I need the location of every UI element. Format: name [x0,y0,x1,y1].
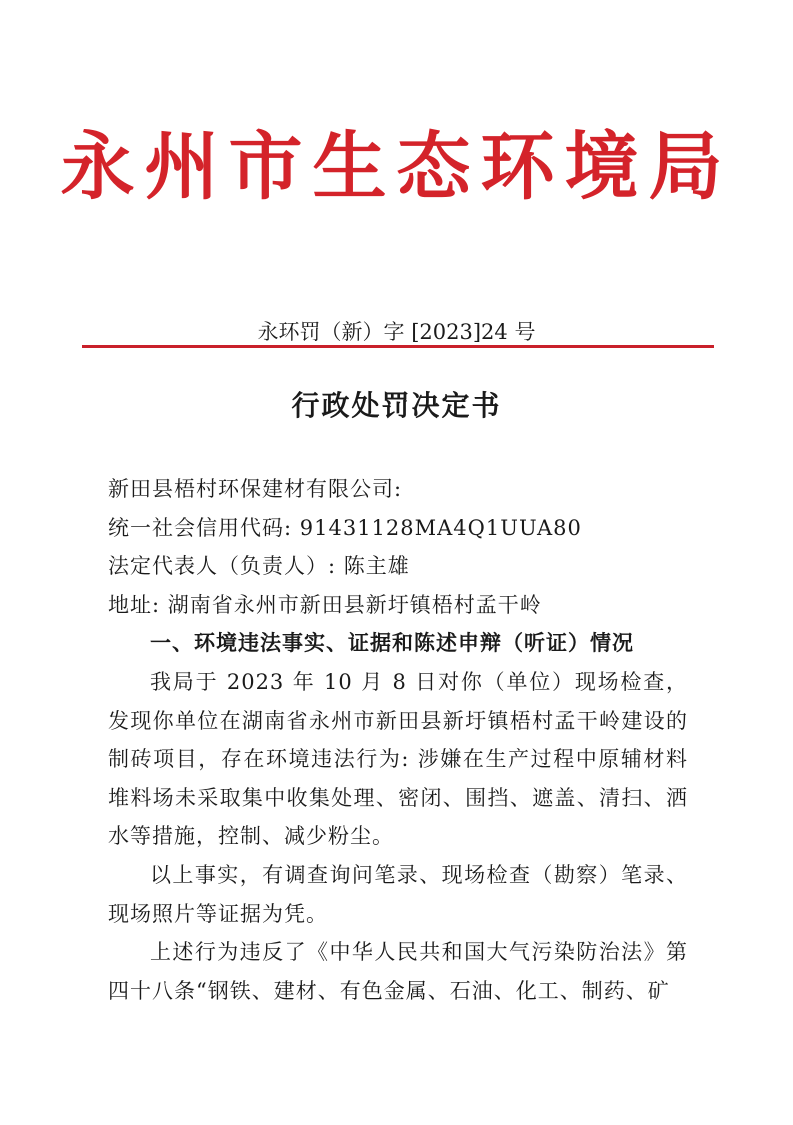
recipient-legal-representative: 法定代表人（负责人）: 陈主雄 [108,554,410,579]
document-number: 永环罚（新）字 [2023]24 号 [257,320,536,344]
red-divider-rule [82,345,714,348]
recipient-credit-code: 统一社会信用代码: 91431128MA4Q1UUA80 [108,515,582,540]
paragraph-inspection: 我局于 2023 年 10 月 8 日对你（单位）现场检查，发现你单位在湖南省永州市新田县新圩镇梧村孟干岭建设的制砖项目，存在环境违法行为: 涉嫌在生产过程中原辅材料堆料场未采取集中收集处理、密闭、围挡、遮盖、清扫、洒水等措施，控制、减少粉尘。 [108,669,688,849]
paragraph-legal-violation: 上述行为违反了《中华人民共和国大气污染防治法》第四十八条“钢铁、建材、有色金属、石油、化工、制药、矿 [108,940,688,1003]
recipient-address: 地址: 湖南省永州市新田县新圩镇梧村孟干岭 [108,592,542,617]
paragraph-evidence: 以上事实，有调查询问笔录、现场检查（勘察）笔录、现场照片等证据为凭。 [108,862,688,926]
letterhead-org-name: 永州市生态环境局 [60,124,733,210]
recipient-company: 新田县梧村环保建材有限公司: [108,477,403,501]
document-title: 行政处罚决定书 [291,389,502,422]
document-body [108,470,688,1010]
section-heading-facts: 一、环境违法事实、证据和陈述申辩（听证）情况 [150,630,634,656]
